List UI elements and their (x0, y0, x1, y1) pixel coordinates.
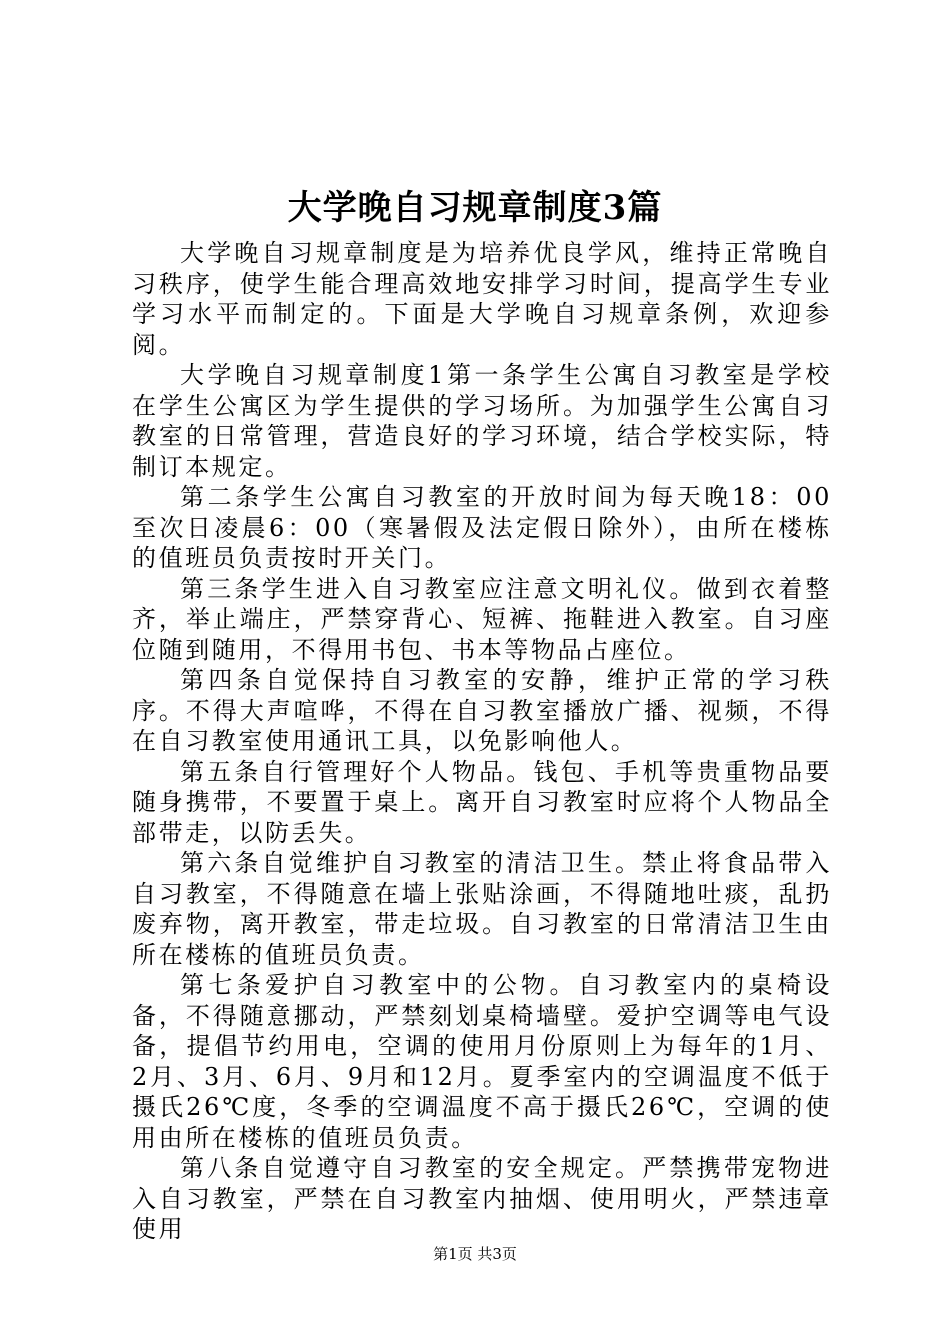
page-footer: 第1页 共3页 (433, 1245, 517, 1263)
paragraph-article-8: 第八条自觉遵守自习教室的安全规定。严禁携带宠物进入自习教室，严禁在自习教室内抽烟、使用明火，严禁违章使用 (132, 1154, 832, 1243)
document-body (132, 238, 832, 1245)
paragraph-article-1: 大学晚自习规章制度1第一条学生公寓自习教室是学校在学生公寓区为学生提供的学习场所。为加强学生公寓自习教室的日常管理，营造良好的学习环境，结合学校实际，特制订本规定。 (132, 361, 832, 481)
paragraph-article-6: 第六条自觉维护自习教室的清洁卫生。禁止将食品带入自习教室，不得随意在墙上张贴涂画，不得随地吐痰，乱扔废弃物，离开教室，带走垃圾。自习教室的日常清洁卫生由所在楼栋的值班员负责。 (132, 849, 832, 969)
paragraph-article-2: 第二条学生公寓自习教室的开放时间为每天晚18：00至次日凌晨6：00（寒暑假及法定假日除外），由所在楼栋的值班员负责按时开关门。 (132, 483, 832, 572)
paragraph-article-4: 第四条自觉保持自习教室的安静，维护正常的学习秩序。不得大声喧哗，不得在自习教室播放广播、视频，不得在自习教室使用通讯工具，以免影响他人。 (132, 666, 832, 755)
paragraph-intro: 大学晚自习规章制度是为培养优良学风，维持正常晚自习秩序，使学生能合理高效地安排学习时间，提高学生专业学习水平而制定的。下面是大学晚自习规章条例，欢迎参阅。 (132, 239, 832, 359)
document-title: 大学晚自习规章制度3篇 (287, 188, 663, 228)
paragraph-article-5: 第五条自行管理好个人物品。钱包、手机等贵重物品要随身携带，不要置于桌上。离开自习教室时应将个人物品全部带走，以防丢失。 (132, 757, 832, 847)
paragraph-article-3: 第三条学生进入自习教室应注意文明礼仪。做到衣着整齐，举止端庄，严禁穿背心、短裤、拖鞋进入教室。自习座位随到随用，不得用书包、书本等物品占座位。 (132, 574, 832, 664)
paragraph-article-7: 第七条爱护自习教室中的公物。自习教室内的桌椅设备，不得随意挪动，严禁刻划桌椅墙壁。爱护空调等电气设备，提倡节约用电，空调的使用月份原则上为每年的1月、2月、3月、6月、9月和12月。夏季室内的空调温度不低于摄氏26℃度，冬季的空调温度不高于摄氏26℃，空调的使用由所在楼栋的值班员负责。 (132, 971, 832, 1152)
